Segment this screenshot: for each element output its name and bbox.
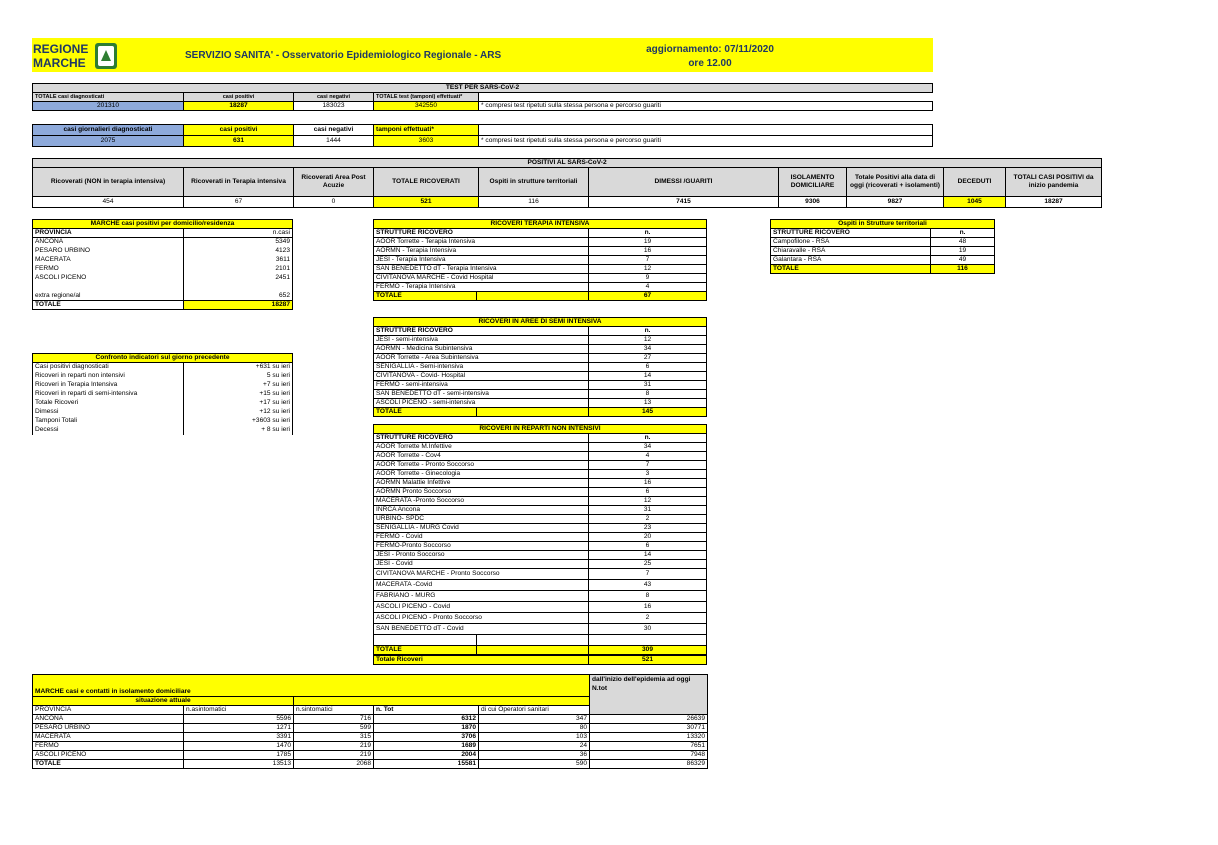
nonint-name: SAN BENEDETTO dT - Covid: [374, 624, 589, 635]
confronto-name: Decessi: [33, 426, 184, 435]
iso-o: 103: [479, 733, 590, 742]
semi-h1: STRUTTURE RICOVERO: [374, 327, 589, 336]
positivi-title: POSITIVI AL SARS-CoV-2: [33, 159, 1102, 168]
province-row: [33, 256, 293, 265]
province-name: FERMO: [33, 265, 184, 274]
nonint-val: 25: [589, 560, 707, 569]
province-h2: n.casi: [184, 229, 293, 238]
daily-v1: 2075: [33, 136, 184, 147]
iso-t: 2004: [374, 751, 479, 760]
pos-h-9: TOTALI CASI POSITIVI da inizio pandemia: [1006, 168, 1102, 197]
isolamento-table: [32, 674, 708, 769]
semi-name: ASCOLI PICENO - semi-intensiva: [374, 399, 589, 408]
nonint-row: [374, 470, 707, 479]
confronto-val: +12 su ieri: [184, 408, 293, 417]
iso-name: ANCONA: [33, 715, 184, 724]
province-val: 4123: [184, 247, 293, 256]
iso-total-t: 15581: [374, 760, 479, 769]
nonint-val: 6: [589, 542, 707, 551]
confronto-row: [33, 381, 293, 390]
nonint-val: 7: [589, 461, 707, 470]
iso-t: 6312: [374, 715, 479, 724]
confronto-row: [33, 390, 293, 399]
iso-total-s: 2068: [294, 760, 374, 769]
terr-row: [771, 247, 995, 256]
nonint-val: 34: [589, 443, 707, 452]
semi-row: [374, 390, 707, 399]
ti-table: [373, 219, 707, 301]
nonint-row: [374, 452, 707, 461]
nonint-h1: STRUTTURE RICOVERO: [374, 434, 589, 443]
confronto-name: Ricoveri in reparti non intensivi: [33, 372, 184, 381]
pos-h-7: Totale Positivi alla data di oggi (ricoverati + isolamenti): [847, 168, 944, 197]
pos-h-1: Ricoverati in Terapia intensiva: [184, 168, 294, 197]
terr-val: 48: [931, 238, 995, 247]
pos-h-3: TOTALE RICOVERATI: [374, 168, 479, 197]
update-date: [640, 43, 780, 71]
nonint-row: [374, 461, 707, 470]
daily-h3: casi negativi: [294, 125, 374, 136]
iso-tot: 7948: [590, 751, 708, 760]
confronto-name: Tamponi Totali: [33, 417, 184, 426]
terr-name: Galantara - RSA: [771, 256, 931, 265]
iso-row: [33, 715, 708, 724]
iso-row: [33, 742, 708, 751]
pos-v-1: 67: [184, 197, 294, 208]
nonint-name: MACERATA -Pronto Soccorso: [374, 497, 589, 506]
confronto-row: [33, 399, 293, 408]
nonint-name: JESI - Pronto Soccorso: [374, 551, 589, 560]
daily-h4: tamponi effettuati*: [374, 125, 479, 136]
nonint-val: 12: [589, 497, 707, 506]
iso-total-name: TOTALE: [33, 760, 184, 769]
nonint-name: INRCA Ancona: [374, 506, 589, 515]
nonint-name: AORMN Pronto Soccorso: [374, 488, 589, 497]
province-h1: PROVINCIA: [33, 229, 184, 238]
nonint-name: JESI - Covid: [374, 560, 589, 569]
confronto-val: +631 su ieri: [184, 363, 293, 372]
svg-text:REGIONE: REGIONE: [33, 42, 89, 56]
nonint-val: 30: [589, 624, 707, 635]
nonint-name: AORMN Malattie Infettive: [374, 479, 589, 488]
iso-a: 1271: [184, 724, 294, 733]
daily-h1: casi giornalieri diagnosticati: [33, 125, 184, 136]
confronto-name: Dimessi: [33, 408, 184, 417]
ti-row: [374, 283, 707, 292]
semi-val: 14: [589, 372, 707, 381]
nonint-row: [374, 533, 707, 542]
ti-row: [374, 274, 707, 283]
confronto-val: + 8 su ieri: [184, 426, 293, 435]
pos-v-8: 1045: [944, 197, 1006, 208]
ti-row: [374, 238, 707, 247]
pos-h-5: DIMESSI /GUARITI: [589, 168, 779, 197]
update-line-2: ore 12.00: [688, 58, 732, 69]
nonint-row: [374, 580, 707, 591]
semi-name: SENIGALLIA - Semi-intensiva: [374, 363, 589, 372]
iso-a: 5596: [184, 715, 294, 724]
page-title: SERVIZIO SANITA' - Osservatorio Epidemiologico Regionale - ARS: [185, 50, 502, 61]
nonint-row: [374, 551, 707, 560]
semi-row: [374, 381, 707, 390]
ti-val: 4: [589, 283, 707, 292]
province-table: [32, 219, 293, 310]
iso-row: [33, 724, 708, 733]
nonint-name: AOOR Torrette - Ginecologia: [374, 470, 589, 479]
province-val: 5349: [184, 238, 293, 247]
ti-total-val: 67: [589, 292, 707, 301]
iso-s: 599: [294, 724, 374, 733]
test-v4: 342550: [374, 102, 479, 111]
iso-name: PESARO URBINO: [33, 724, 184, 733]
territoriali-table: [770, 219, 995, 274]
pos-h-6: ISOLAMENTO DOMICILIARE: [779, 168, 847, 197]
confronto-name: Casi positivi diagnosticati: [33, 363, 184, 372]
iso-tot: 30771: [590, 724, 708, 733]
pos-v-6: 9306: [779, 197, 847, 208]
regione-marche-logo: [33, 41, 121, 71]
province-row: [33, 265, 293, 274]
iso-total-tot: 86329: [590, 760, 708, 769]
test-h4: TOTALE test (tamponi) effettuati*: [374, 93, 479, 102]
nonint-row: [374, 524, 707, 533]
iso-s: 716: [294, 715, 374, 724]
pos-v-7: 9827: [847, 197, 944, 208]
iso-name: MACERATA: [33, 733, 184, 742]
positivi-table: [32, 158, 1102, 208]
confronto-val: +15 su ieri: [184, 390, 293, 399]
province-total-label: TOTALE: [33, 301, 184, 310]
iso-o: 347: [479, 715, 590, 724]
terr-row: [771, 238, 995, 247]
terr-title: Ospiti in Strutture territoriali: [771, 220, 995, 229]
pos-v-9: 18287: [1006, 197, 1102, 208]
nonint-row: [374, 443, 707, 452]
semi-row: [374, 399, 707, 408]
nonint-name: AOOR Torrette - Pronto Soccorso: [374, 461, 589, 470]
semi-name: FERMO - semi-intensiva: [374, 381, 589, 390]
iso-a: 1785: [184, 751, 294, 760]
nonint-row: [374, 591, 707, 602]
ti-val: 9: [589, 274, 707, 283]
nonint-name: AOOR Torrette - Cov4: [374, 452, 589, 461]
nonint-val: 43: [589, 580, 707, 591]
ti-row: [374, 265, 707, 274]
ti-name: AORMN - Terapia Intensiva: [374, 247, 589, 256]
nonint-val: 16: [589, 602, 707, 613]
nonint-val: 23: [589, 524, 707, 533]
iso-h-3: n. Tot: [374, 706, 479, 715]
ti-val: 7: [589, 256, 707, 265]
pos-v-4: 116: [479, 197, 589, 208]
confronto-name: Totale Ricoveri: [33, 399, 184, 408]
semi-name: JESI - semi-intensiva: [374, 336, 589, 345]
daily-h2: casi positivi: [184, 125, 294, 136]
iso-s: 219: [294, 742, 374, 751]
daily-test-table: [32, 124, 933, 147]
province-total-val: 18287: [184, 301, 293, 310]
semi-name: AOOR Torrette - Area Subintensiva: [374, 354, 589, 363]
ti-name: FERMO - Terapia Intensiva: [374, 283, 589, 292]
nonint-name: ASCOLI PICENO - Covid: [374, 602, 589, 613]
semi-val: 13: [589, 399, 707, 408]
semi-val: 34: [589, 345, 707, 354]
nonint-row: [374, 515, 707, 524]
semi-h2: n.: [589, 327, 707, 336]
iso-h-4: di cui Operatori sanitari: [479, 706, 590, 715]
nonint-table: [373, 424, 707, 655]
nonint-row: [374, 488, 707, 497]
terr-row: [771, 256, 995, 265]
province-row: [33, 238, 293, 247]
semi-name: AORMN - Medicina Subintensiva: [374, 345, 589, 354]
pos-v-2: 0: [294, 197, 374, 208]
iso-s: 315: [294, 733, 374, 742]
nonint-val: 4: [589, 452, 707, 461]
terr-total-val: 116: [931, 265, 995, 274]
semi-val: 8: [589, 390, 707, 399]
terr-name: Chiaravalle - RSA: [771, 247, 931, 256]
iso-a: 1470: [184, 742, 294, 751]
confronto-row: [33, 372, 293, 381]
ti-h1: STRUTTURE RICOVERO: [374, 229, 589, 238]
province-val: 2451: [184, 274, 293, 283]
iso-s: 219: [294, 751, 374, 760]
province-name: ASCOLI PICENO: [33, 274, 184, 283]
confronto-table: [32, 353, 293, 435]
nonint-val: 7: [589, 569, 707, 580]
ti-val: 16: [589, 247, 707, 256]
iso-subtitle: situazione attuale: [33, 697, 294, 706]
ti-total-label: TOTALE: [374, 292, 477, 301]
test-note: * compresi test ripetuti sulla stessa persona e percorso guariti: [479, 102, 933, 111]
nonint-name: FERMO-Pronto Soccorso: [374, 542, 589, 551]
iso-t: 1870: [374, 724, 479, 733]
terr-val: 49: [931, 256, 995, 265]
ti-title: RICOVERI TERAPIA INTENSIVA: [374, 220, 707, 229]
confronto-name: Ricoveri in reparti di semi-intensiva: [33, 390, 184, 399]
nonint-val: 2: [589, 613, 707, 624]
nonint-row: [374, 569, 707, 580]
iso-o: 36: [479, 751, 590, 760]
iso-t: 3706: [374, 733, 479, 742]
province-name: ANCONA: [33, 238, 184, 247]
iso-t: 1689: [374, 742, 479, 751]
update-line-1: aggiornamento: 07/11/2020: [646, 44, 774, 55]
confronto-val: +3603 su ieri: [184, 417, 293, 426]
iso-title: MARCHE casi e contatti in isolamento domiciliare: [33, 675, 590, 697]
nonint-row: [374, 497, 707, 506]
iso-name: FERMO: [33, 742, 184, 751]
ti-name: AOOR Torrette - Terapia Intensiva: [374, 238, 589, 247]
nonint-val: 6: [589, 488, 707, 497]
nonint-name: URBINO- SPDC: [374, 515, 589, 524]
semi-title: RICOVERI IN AREE DI SEMI INTENSIVA: [374, 318, 707, 327]
terr-val: 19: [931, 247, 995, 256]
province-row: [33, 292, 293, 301]
iso-total-o: 590: [479, 760, 590, 769]
iso-h-2: n.sintomatici: [294, 706, 374, 715]
semi-row: [374, 363, 707, 372]
semi-row: [374, 354, 707, 363]
semi-row: [374, 372, 707, 381]
ti-name: CIVITANOVA MARCHE - Covid Hospital: [374, 274, 589, 283]
province-row: [33, 283, 293, 292]
iso-tot: 13320: [590, 733, 708, 742]
province-name: MACERATA: [33, 256, 184, 265]
nonint-row: [374, 506, 707, 515]
iso-right-line1: dall'inizio dell'epidemia ad oggi: [592, 676, 691, 683]
test-title: TEST PER SARS-CoV-2: [33, 84, 933, 93]
nonint-total-label: TOTALE: [374, 646, 477, 655]
semi-val: 6: [589, 363, 707, 372]
test-h1: TOTALE casi diagnosticati: [33, 93, 184, 102]
province-row: [33, 247, 293, 256]
iso-h-0: PROVINCIA: [33, 706, 184, 715]
pos-h-4: Ospiti in strutture territoriali: [479, 168, 589, 197]
terr-h2: n.: [931, 229, 995, 238]
province-row: [33, 274, 293, 283]
test-v1: 201310: [33, 102, 184, 111]
nonint-name: ASCOLI PICENO - Pronto Soccorso: [374, 613, 589, 624]
iso-row: [33, 733, 708, 742]
nonint-val: 14: [589, 551, 707, 560]
semi-total-label: TOTALE: [374, 408, 477, 417]
confronto-row: [33, 426, 293, 435]
test-table: [32, 83, 933, 111]
pos-h-0: Ricoverati (NON in terapia intensiva): [33, 168, 184, 197]
nonint-row: [374, 624, 707, 635]
semi-table: [373, 317, 707, 417]
nonint-row: [374, 479, 707, 488]
semi-name: CIVITANOVA - Covid- Hospital: [374, 372, 589, 381]
ti-h2: n.: [589, 229, 707, 238]
nonint-val: 31: [589, 506, 707, 515]
province-title: MARCHE casi positivi per domicilio/residenza: [33, 220, 293, 229]
nonint-name: MACERATA -Covid: [374, 580, 589, 591]
nonint-row: [374, 613, 707, 624]
ti-val: 19: [589, 238, 707, 247]
terr-h1: STRUTTURE RICOVERO: [771, 229, 931, 238]
semi-val: 31: [589, 381, 707, 390]
daily-note: * compresi test ripetuti sulla stessa persona e percorso guariti: [479, 136, 933, 147]
iso-tot: 7651: [590, 742, 708, 751]
grand-total-val: 521: [589, 656, 707, 665]
nonint-row: [374, 560, 707, 569]
test-h3: casi negativi: [294, 93, 374, 102]
ti-name: JESI - Terapia Intensiva: [374, 256, 589, 265]
grand-total-label: Totale Ricoveri: [374, 656, 589, 665]
nonint-row: [374, 602, 707, 613]
nonint-total-val: 309: [589, 646, 707, 655]
iso-right-title: [590, 675, 708, 715]
nonint-h2: n.: [589, 434, 707, 443]
iso-tot: 26639: [590, 715, 708, 724]
iso-h-1: n.asintomatici: [184, 706, 294, 715]
test-h2: casi positivi: [184, 93, 294, 102]
province-name: [33, 283, 184, 292]
iso-name: ASCOLI PICENO: [33, 751, 184, 760]
nonint-title: RICOVERI IN REPARTI NON INTENSIVI: [374, 425, 707, 434]
confronto-row: [33, 408, 293, 417]
pos-v-0: 454: [33, 197, 184, 208]
province-val: 2101: [184, 265, 293, 274]
iso-total-a: 13513: [184, 760, 294, 769]
nonint-val: 16: [589, 479, 707, 488]
terr-name: Campofilone - RSA: [771, 238, 931, 247]
daily-v2: 631: [184, 136, 294, 147]
confronto-name: Ricoveri in Terapia Intensiva: [33, 381, 184, 390]
iso-right-line2: N.tot: [592, 685, 608, 692]
confronto-val: +17 su ieri: [184, 399, 293, 408]
terr-total-label: TOTALE: [771, 265, 931, 274]
pos-h-8: DECEDUTI: [944, 168, 1006, 197]
iso-o: 24: [479, 742, 590, 751]
nonint-name: FERMO - Covid: [374, 533, 589, 542]
daily-v3: 1444: [294, 136, 374, 147]
province-name: PESARO URBINO: [33, 247, 184, 256]
pos-v-5: 7415: [589, 197, 779, 208]
nonint-name: SENIGALLIA - MURG Covid: [374, 524, 589, 533]
province-val: [184, 283, 293, 292]
confronto-row: [33, 417, 293, 426]
confronto-val: 5 su ieri: [184, 372, 293, 381]
semi-name: SAN BENEDETTO dT - semi-intensiva: [374, 390, 589, 399]
daily-v4: 3603: [374, 136, 479, 147]
iso-a: 3391: [184, 733, 294, 742]
nonint-val: 20: [589, 533, 707, 542]
pos-v-3: 521: [374, 197, 479, 208]
nonint-name: AOOR Torrette M.Infettive: [374, 443, 589, 452]
province-val: 652: [184, 292, 293, 301]
test-v3: 183023: [294, 102, 374, 111]
nonint-name: FABRIANO - MURG: [374, 591, 589, 602]
confronto-row: [33, 363, 293, 372]
iso-row: [33, 751, 708, 760]
province-name: extra regione/al: [33, 292, 184, 301]
nonint-val: 3: [589, 470, 707, 479]
nonint-row: [374, 542, 707, 551]
ti-row: [374, 256, 707, 265]
ti-name: SAN BENEDETTO dT - Terapia Intensiva: [374, 265, 589, 274]
pos-h-2: Ricoverati Area Post Acuzie: [294, 168, 374, 197]
semi-total-val: 145: [589, 408, 707, 417]
semi-row: [374, 336, 707, 345]
svg-text:MARCHE: MARCHE: [33, 56, 86, 70]
grand-total-table: [373, 655, 707, 665]
iso-o: 80: [479, 724, 590, 733]
nonint-val: 2: [589, 515, 707, 524]
ti-row: [374, 247, 707, 256]
nonint-val: 8: [589, 591, 707, 602]
ti-val: 12: [589, 265, 707, 274]
test-v2: 18287: [184, 102, 294, 111]
semi-row: [374, 345, 707, 354]
nonint-name: CIVITANOVA MARCHE - Pronto Soccorso: [374, 569, 589, 580]
confronto-val: +7 su ieri: [184, 381, 293, 390]
semi-val: 27: [589, 354, 707, 363]
confronto-title: Confronto indicatori sul giorno precedente: [33, 354, 293, 363]
semi-val: 12: [589, 336, 707, 345]
province-val: 3611: [184, 256, 293, 265]
